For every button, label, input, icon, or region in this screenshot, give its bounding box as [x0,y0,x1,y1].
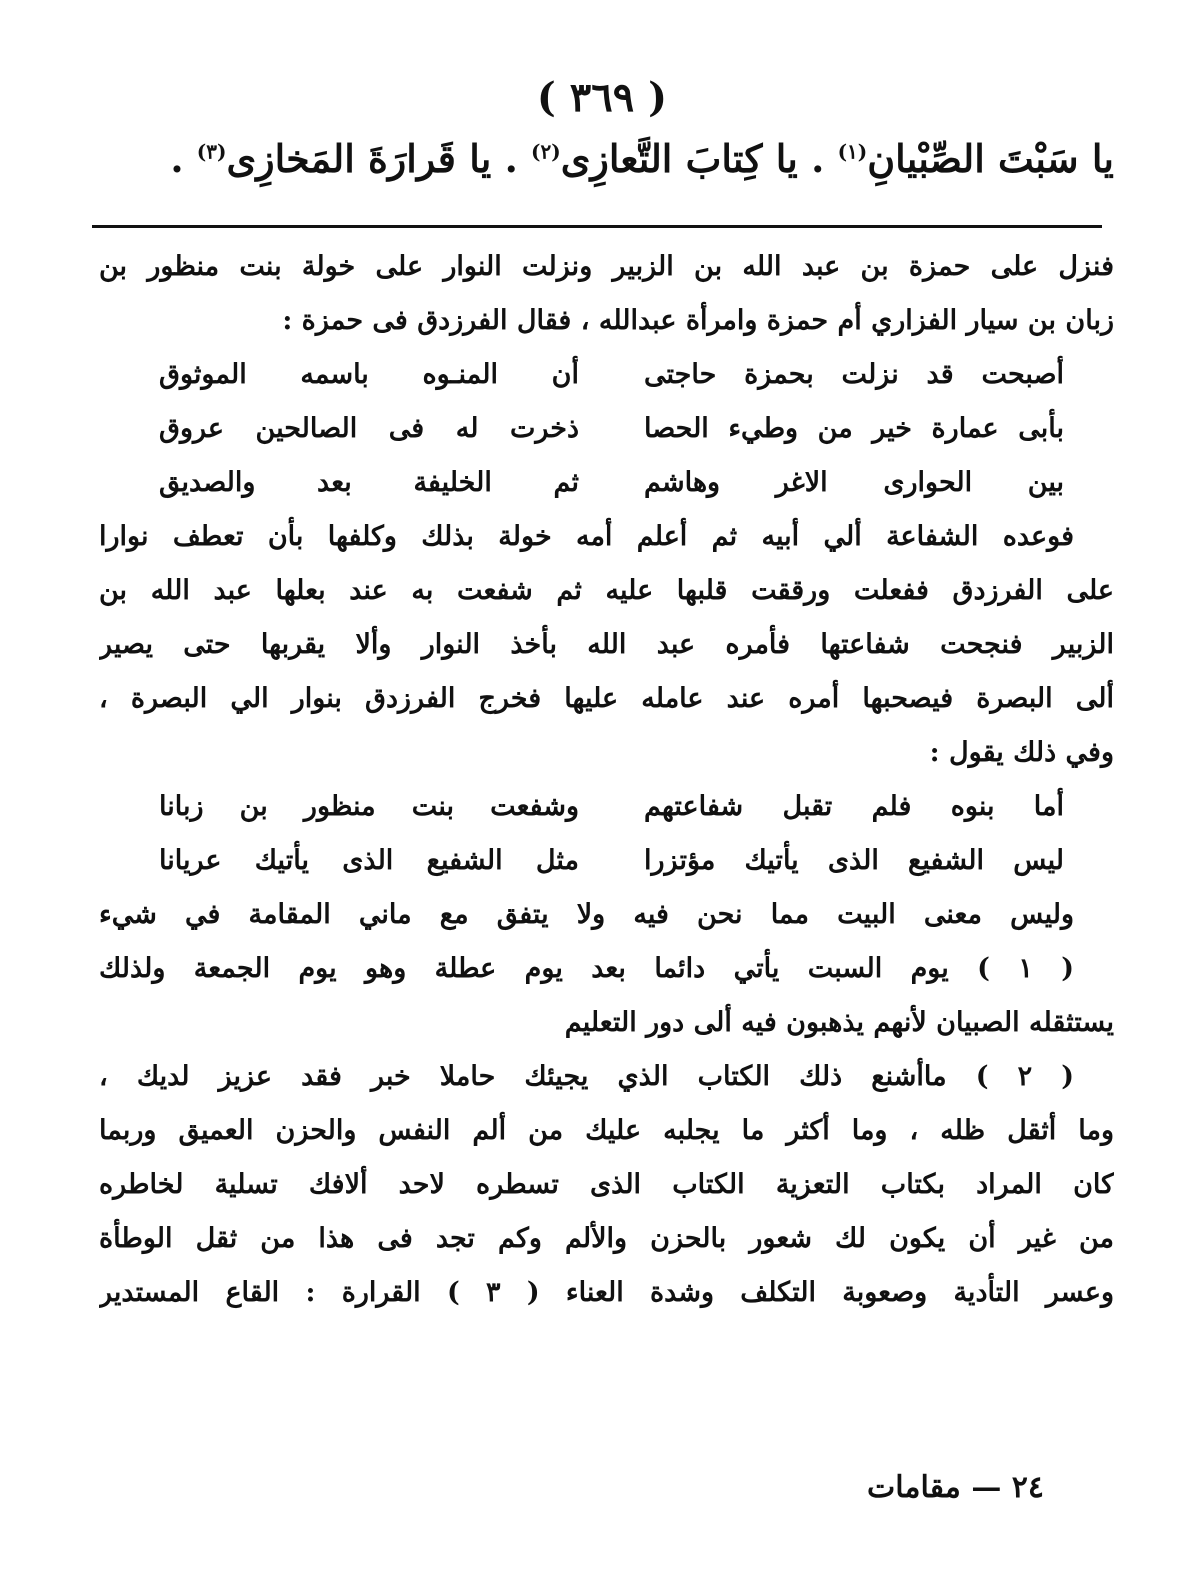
text-line: فوعده الشفاعة ألي أبيه ثم أعلم أمه خولة بذلك وكلفها بأن تعطف نوارا [99,521,1074,552]
text-line: الزبير فنجحت شفاعتها فأمره عبد الله بأخذ النوار وألا يقربها حتى يصير [99,629,1114,660]
verse-second-hemistich: وشفعت بنت منظور بن زبانا [159,791,579,822]
text-line: ألى البصرة فيصحبها أمره عند عامله عليها فخرج الفرزدق بنوار الي البصرة ، [99,683,1114,714]
text-line: وليس معنى البيت مما نحن فيه ولا يتفق مع ماني المقامة في شيء [99,899,1074,930]
heading-part: . [170,136,184,181]
heading-part: . يا قَرارَةَ المَخازِى [226,136,518,181]
footnote-line: يستثقله الصبيان لأنهم يذهبون فيه ألى دور التعليم [564,1007,1114,1038]
verse-line [99,402,1114,456]
text-line: زبان بن سيار الفزاري أم حمزة وامرأة عبدالله ، فقال الفرزدق فى حمزة : [282,305,1114,336]
footnote-line: وما أثقل ظله ، وما أكثر ما يجلبه عليك من ألم النفس والحزن العميق وربما [99,1115,1114,1146]
footnote-ref: (١) [837,139,868,164]
page-number: ( ٣٦٩ ) [536,74,668,121]
footnote-line: كان المراد بكتاب التعزية الكتاب الذى تسطره لاحد ألافك تسلية لخاطره [99,1169,1114,1200]
heading-part: يا سَبْتَ الصِّبْيانِ [867,136,1114,181]
text-line: وفي ذلك يقول : [929,737,1114,768]
footnote-line: ( ١ ) يوم السبت يأتي دائما بعد يوم عطلة وهو يوم الجمعة ولذلك [99,953,1074,984]
verse-second-hemistich: ثم الخليفة بعد والصديق [159,467,579,498]
text-line: على الفرزدق ففعلت ورققت قلبها عليه ثم شفعت به عند بعلها عبد الله بن [99,575,1114,606]
footnote-line: وعسر التأدية وصعوبة التكلف وشدة العناء ( ٣ ) القرارة : القاع المستدير [99,1277,1114,1308]
footnote-line: من غير أن يكون لك شعور بالحزن والألم وكم تجد فى هذا من ثقل الوطأة [99,1223,1114,1254]
verse-line [99,456,1114,510]
verse-first-hemistich: أصبحت قد نزلت بحمزة حاجتى [644,359,1064,390]
page-footer-signature: ٢٤ — مقامات [867,1470,1044,1505]
verse-line [99,834,1114,888]
verse-second-hemistich: مثل الشفيع الذى يأتيك عريانا [159,845,579,876]
body-text [99,240,1114,1320]
verse-first-hemistich: ليس الشفيع الذى يأتيك مؤتزرا [644,845,1064,876]
verse-line [99,780,1114,834]
heading-divider [92,225,1102,228]
verse-second-hemistich: أن المنـوه باسمه الموثوق [159,359,579,390]
footnote-ref: (٢) [531,139,561,164]
section-heading [94,136,1114,182]
footnote-ref: (٣) [196,139,227,164]
verse-first-hemistich: بأبى عمارة خير من وطيء الحصا [644,413,1064,444]
footnote-line: ( ٢ ) ماأشنع ذلك الكتاب الذي يجيئك حاملا خبر فقد عزيز لديك ، [99,1061,1074,1092]
text-line: فنزل على حمزة بن عبد الله بن الزبير ونزلت النوار على خولة بنت منظور بن [99,251,1114,282]
verse-line [99,348,1114,402]
heading-part: . يا كِتابَ التَّعازِى [560,136,825,181]
verse-first-hemistich: أما بنوه فلم تقبل شفاعتهم [644,791,1064,822]
verse-second-hemistich: ذخرت له فى الصالحين عروق [159,413,579,444]
verse-first-hemistich: بين الحوارى الاغر وهاشم [644,467,1064,498]
